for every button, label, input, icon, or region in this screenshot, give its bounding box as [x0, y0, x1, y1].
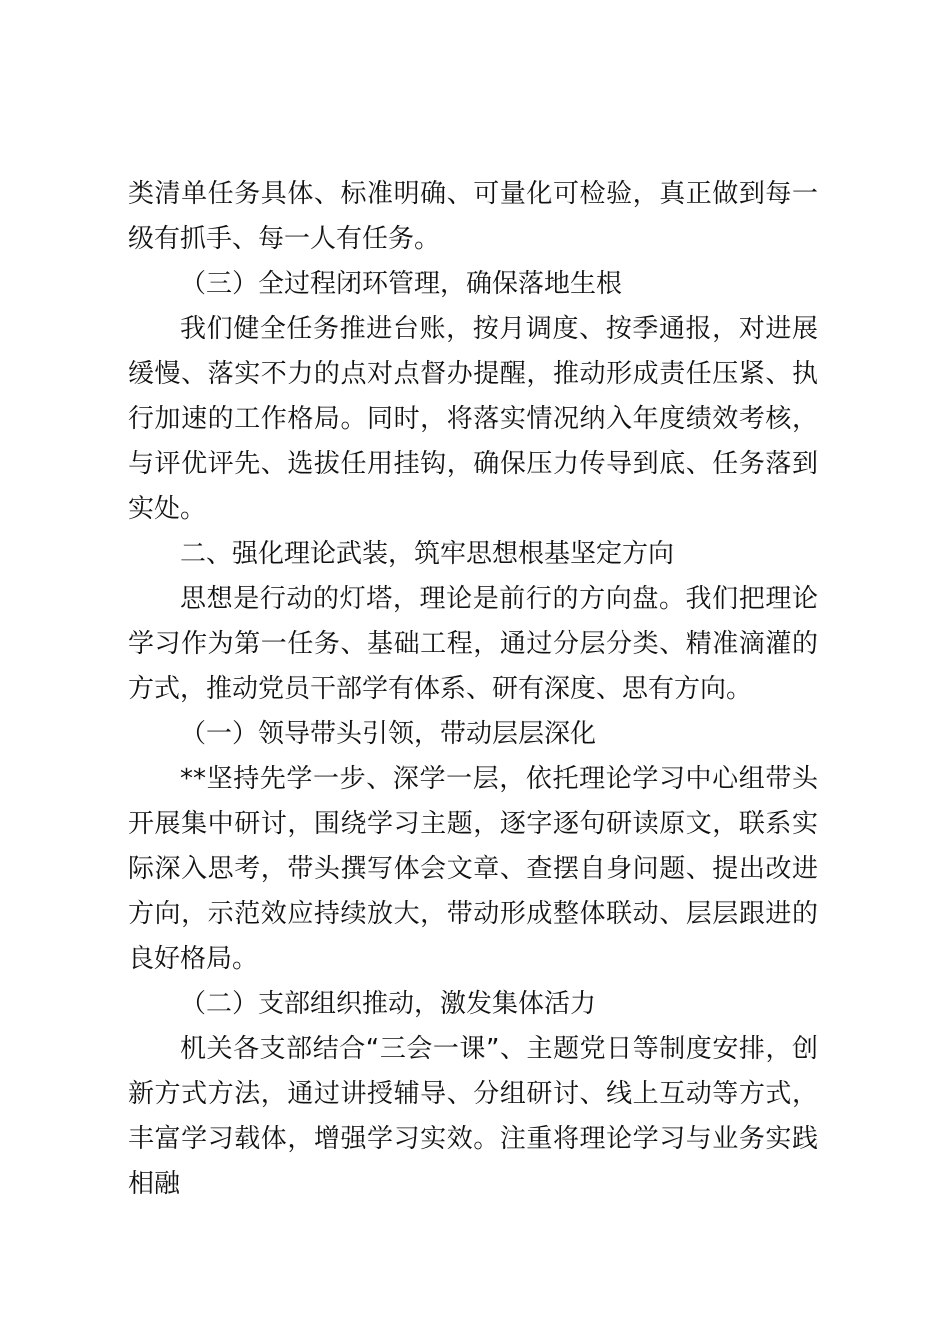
paragraph: 我们健全任务推进台账，按月调度、按季通报，对进展缓慢、落实不力的点对点督办提醒，推动形成责任压紧、执行加速的工作格局。同时，将落实情况纳入年度绩效考核，与评优评先、选拔任用挂钩，确保压力传导到底、任务落到实处。 [128, 314, 818, 524]
paragraph-continued: 类清单任务具体、标准明确、可量化可检验，真正做到每一级有抓手、每一人有任务。 [128, 179, 818, 254]
paragraph: 机关各支部结合“三会一课”、主题党日等制度安排，创新方式方法，通过讲授辅导、分组研讨、线上互动等方式，丰富学习载体，增强学习实效。注重将理论学习与业务实践相融 [128, 1034, 818, 1199]
section-heading-2: 二、强化理论武装，筑牢思想根基坚定方向 [180, 539, 675, 569]
paragraph: **坚持先学一步、深学一层，依托理论学习中心组带头开展集中研讨，围绕学习主题，逐字逐句研读原文，联系实际深入思考，带头撰写体会文章、查摆自身问题、提出改进方向，示范效应持续放大，带动形成整体联动、层层跟进的良好格局。 [128, 764, 818, 974]
document-body [128, 172, 818, 1207]
subheading-2: （二）支部组织推动，激发集体活力 [180, 989, 597, 1019]
subheading-1: （一）领导带头引领，带动层层深化 [180, 719, 597, 749]
subheading-3: （三）全过程闭环管理，确保落地生根 [180, 269, 623, 299]
paragraph: 思想是行动的灯塔，理论是前行的方向盘。我们把理论学习作为第一任务、基础工程，通过分层分类、精准滴灌的方式，推动党员干部学有体系、研有深度、思有方向。 [128, 584, 818, 704]
